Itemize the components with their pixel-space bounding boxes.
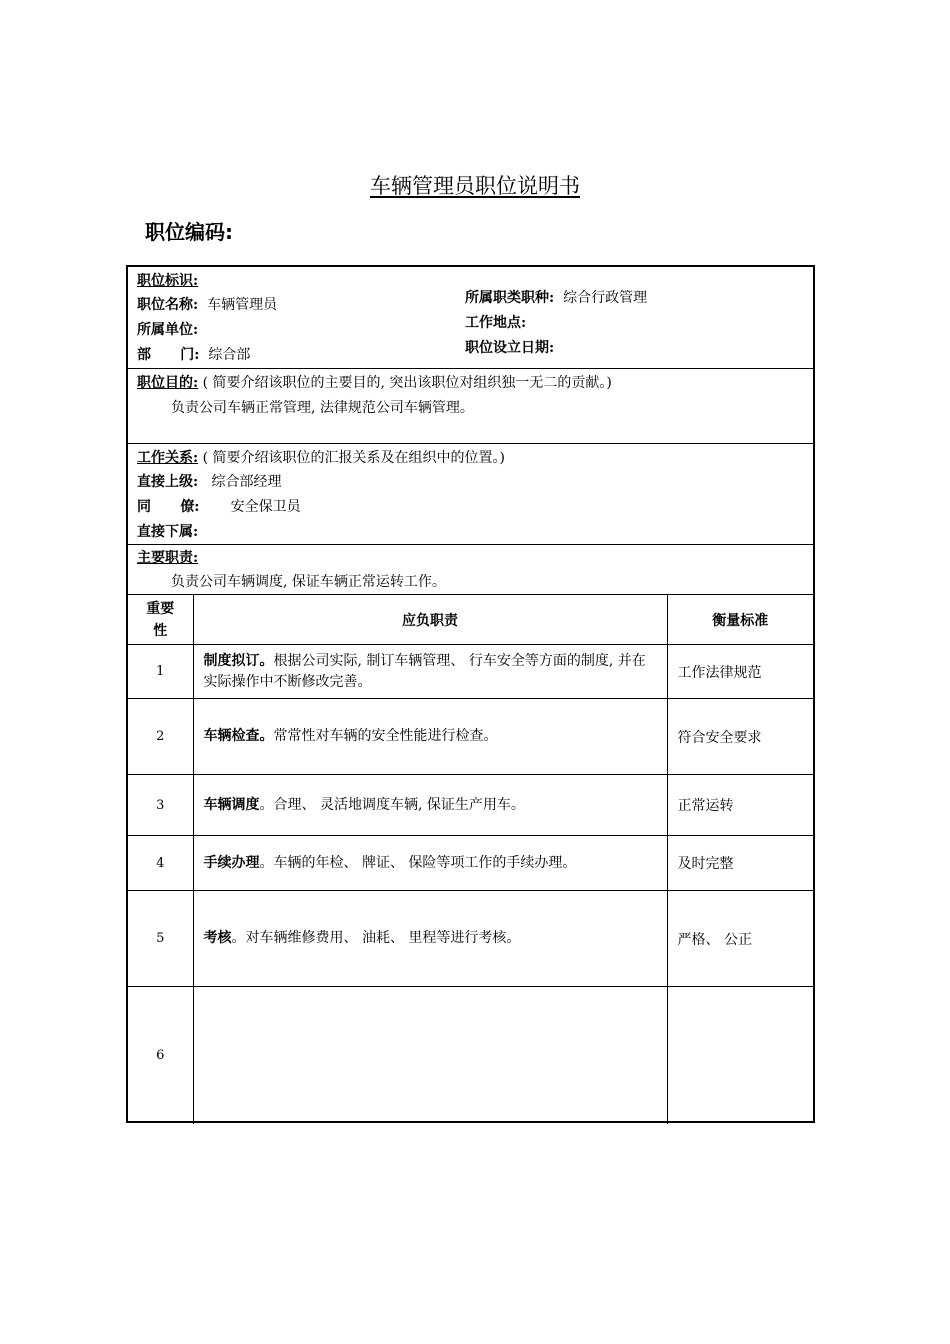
table-row (128, 645, 813, 699)
duty-cell (193, 699, 667, 775)
duty-text: 常常性对车辆的安全性能进行检查。 (273, 728, 498, 744)
importance-header-line-2: 性 (153, 622, 168, 639)
duty-text: 。合理、 灵活地调度车辆, 保证生产用车。 (259, 796, 525, 813)
standard-header: 衡量标准 (667, 595, 813, 645)
row-number: 3 (128, 775, 193, 836)
duty-cell (193, 645, 667, 699)
duty-cell (193, 891, 667, 987)
standard-cell: 正常运转 (667, 775, 813, 836)
purpose-heading: 职位目的: (137, 375, 199, 391)
relations-hint: ( 简要介绍该职位的汇报关系及在组织中的位置。) (202, 450, 505, 466)
main-duties-section (128, 545, 813, 594)
table-header-row (128, 595, 813, 645)
department-label: 部 门: (137, 347, 200, 363)
duty-cell (193, 987, 667, 1124)
standard-cell: 工作法律规范 (667, 645, 813, 699)
relations-section (128, 444, 813, 545)
peer-value: 安全保卫员 (230, 499, 301, 515)
duty-cell (193, 836, 667, 891)
position-name-label: 职位名称: (137, 297, 199, 313)
purpose-hint: ( 简要介绍该职位的主要目的, 突出该职位对组织独一无二的贡献。) (202, 375, 612, 391)
standard-cell: 及时完整 (667, 836, 813, 891)
importance-header (128, 595, 193, 645)
purpose-section (128, 369, 813, 444)
table-row (128, 891, 813, 987)
duty-cell (193, 775, 667, 836)
peer-row (137, 498, 301, 516)
table-row (128, 987, 813, 1124)
standard-cell: 符合安全要求 (667, 699, 813, 775)
location-label: 工作地点: (465, 315, 527, 331)
row-number: 6 (128, 987, 193, 1124)
row-number: 1 (128, 645, 193, 699)
superior-row (137, 473, 282, 491)
main-duties-heading: 主要职责: (137, 550, 199, 566)
superior-value: 综合部经理 (211, 474, 282, 490)
relations-heading: 工作关系: (137, 450, 199, 466)
duty-title: 考核 (203, 930, 232, 946)
duty-text: 。车辆的年检、 牌证、 保险等项工作的手续办理。 (259, 854, 577, 871)
row-number: 2 (128, 699, 193, 775)
responsibilities-table (128, 594, 813, 1124)
identity-section (128, 267, 813, 369)
department-value: 综合部 (208, 347, 251, 363)
duty-text: 。对车辆维修费用、 油耗、 里程等进行考核。 (231, 930, 521, 946)
duty-title: 车辆检查。 (203, 728, 274, 744)
table-row (128, 836, 813, 891)
job-description-table (126, 265, 815, 1123)
importance-header-line-1: 重要 (146, 600, 175, 617)
category-row (465, 289, 647, 307)
position-name-value: 车辆管理员 (207, 297, 278, 313)
row-number: 5 (128, 891, 193, 987)
category-label: 所属职类职种: (465, 290, 555, 306)
identity-heading: 职位标识: (137, 273, 199, 289)
duty-title: 手续办理 (203, 854, 260, 871)
superior-label: 直接上级: (137, 474, 199, 490)
peer-label: 同 僚: (137, 499, 200, 515)
category-value: 综合行政管理 (563, 290, 648, 306)
duty-text: 根据公司实际, 制订车辆管理、 行车安全等方面的制度, 并在实际操作中不断修改完善。 (203, 652, 646, 690)
duty-title: 制度拟订。 (203, 652, 274, 669)
main-duties-text: 负责公司车辆调度, 保证车辆正常运转工作。 (171, 574, 446, 590)
purpose-heading-row (137, 374, 612, 392)
relations-heading-row (137, 449, 505, 467)
department-row (137, 346, 250, 364)
position-code-label: 职位编码: (145, 220, 233, 244)
establish-date-label: 职位设立日期: (465, 340, 555, 356)
row-number: 4 (128, 836, 193, 891)
table-row (128, 699, 813, 775)
position-name-row (137, 296, 277, 314)
standard-cell: 严格、 公正 (667, 891, 813, 987)
purpose-text: 负责公司车辆正常管理, 法律规范公司车辆管理。 (171, 400, 474, 416)
duty-title: 车辆调度 (203, 796, 260, 813)
document-title: 车辆管理员职位说明书 (370, 174, 580, 198)
duty-header: 应负职责 (193, 595, 667, 645)
table-row (128, 775, 813, 836)
subordinate-label: 直接下属: (137, 524, 199, 540)
unit-label: 所属单位: (137, 322, 199, 338)
standard-cell (667, 987, 813, 1124)
